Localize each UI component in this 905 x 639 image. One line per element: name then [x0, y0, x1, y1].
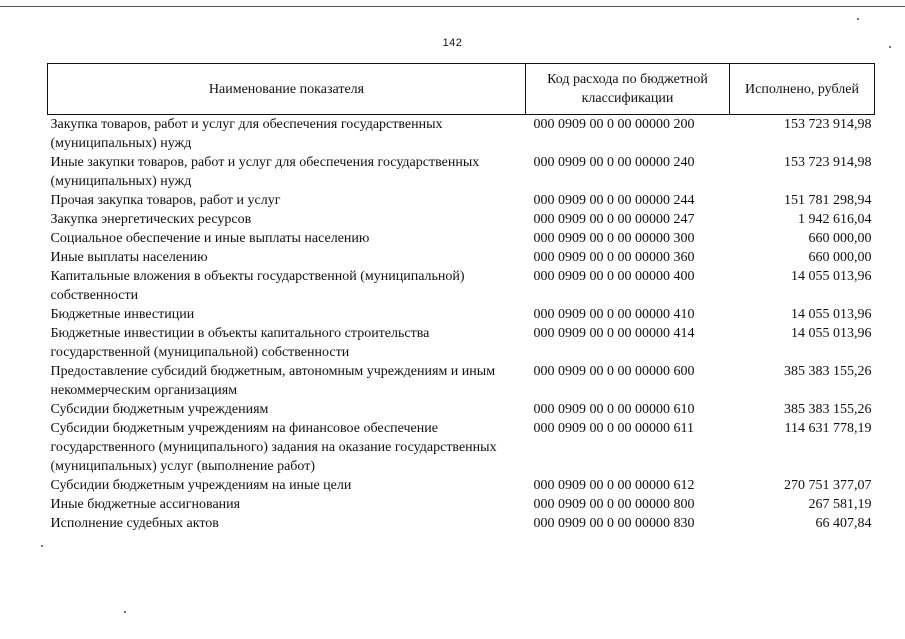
row-name: Бюджетные инвестиции	[50, 307, 195, 322]
row-name: Социальное обеспечение и иные выплаты населению	[50, 231, 370, 246]
row-amount: 270 751 377,07	[784, 478, 872, 493]
row-code: 000 0909 00 0 00 00000 244	[533, 193, 695, 208]
header-indicator-name: Наименование показателя	[48, 64, 526, 115]
table-row	[48, 191, 875, 210]
row-code: 000 0909 00 0 00 00000 400	[533, 269, 695, 284]
page-number: 142	[442, 37, 463, 49]
row-name: Капитальные вложения в объекты государственной (муниципальной) собственности	[50, 269, 465, 303]
row-code: 000 0909 00 0 00 00000 410	[533, 307, 695, 322]
row-amount: 385 383 155,26	[784, 364, 872, 379]
table-row	[48, 495, 875, 514]
table-header-row	[48, 64, 875, 115]
row-code: 000 0909 00 0 00 00000 612	[533, 478, 695, 493]
scan-speck	[124, 611, 126, 613]
table-row	[48, 115, 875, 154]
row-code: 000 0909 00 0 00 00000 414	[533, 326, 695, 341]
row-name: Субсидии бюджетным учреждениям	[50, 402, 269, 417]
scan-speck	[41, 545, 43, 547]
row-amount: 14 055 013,96	[791, 307, 872, 322]
table-row	[48, 210, 875, 229]
row-amount: 14 055 013,96	[791, 269, 872, 284]
table-row	[48, 400, 875, 419]
expenditure-table	[47, 63, 875, 533]
row-amount: 267 581,19	[808, 497, 872, 512]
table-row	[48, 153, 875, 191]
row-name: Иные выплаты населению	[50, 250, 208, 265]
row-amount: 385 383 155,26	[784, 402, 872, 417]
row-code: 000 0909 00 0 00 00000 300	[533, 231, 695, 246]
row-amount: 66 407,84	[815, 516, 872, 531]
row-name: Субсидии бюджетным учреждениям на финансовое обеспечение государственного (муниципального) задания на оказание государственных (муниципальных) услуг (выполнение работ)	[50, 421, 497, 474]
table-row	[48, 267, 875, 305]
table-row	[48, 248, 875, 267]
row-name: Закупка товаров, работ и услуг для обеспечения государственных (муниципальных) нужд	[50, 117, 443, 151]
table-row	[48, 514, 875, 533]
scan-speck	[889, 46, 891, 48]
row-amount: 14 055 013,96	[791, 326, 872, 341]
row-amount: 153 723 914,98	[784, 155, 872, 170]
header-budget-code: Код расхода по бюджетной классификации	[526, 64, 730, 115]
table-row	[48, 305, 875, 324]
row-code: 000 0909 00 0 00 00000 610	[533, 402, 695, 417]
row-name: Исполнение судебных актов	[50, 516, 219, 531]
scan-speck	[857, 18, 859, 20]
row-name: Иные закупки товаров, работ и услуг для обеспечения государственных (муниципальных) нужд	[50, 155, 480, 189]
row-amount: 660 000,00	[808, 231, 872, 246]
table-row	[48, 229, 875, 248]
row-name: Прочая закупка товаров, работ и услуг	[50, 193, 281, 208]
row-code: 000 0909 00 0 00 00000 247	[533, 212, 695, 227]
table-row	[48, 362, 875, 400]
row-code: 000 0909 00 0 00 00000 800	[533, 497, 695, 512]
table-row	[48, 476, 875, 495]
row-amount: 153 723 914,98	[784, 117, 872, 132]
row-name: Бюджетные инвестиции в объекты капитального строительства государственной (муниципальной) собственности	[50, 326, 430, 360]
row-name: Закупка энергетических ресурсов	[50, 212, 252, 227]
row-code: 000 0909 00 0 00 00000 600	[533, 364, 695, 379]
row-code: 000 0909 00 0 00 00000 830	[533, 516, 695, 531]
table-row	[48, 324, 875, 362]
top-border-line	[0, 6, 905, 7]
row-amount: 660 000,00	[808, 250, 872, 265]
table-row	[48, 419, 875, 476]
row-code: 000 0909 00 0 00 00000 360	[533, 250, 695, 265]
row-name: Предоставление субсидий бюджетным, автономным учреждениям и иным некоммерческим организациям	[50, 364, 496, 398]
row-code: 000 0909 00 0 00 00000 611	[533, 421, 694, 436]
row-code: 000 0909 00 0 00 00000 240	[533, 155, 695, 170]
row-code: 000 0909 00 0 00 00000 200	[533, 117, 695, 132]
row-amount: 114 631 778,19	[784, 421, 872, 436]
header-executed-amount: Исполнено, рублей	[730, 64, 875, 115]
row-amount: 1 942 616,04	[798, 212, 872, 227]
row-amount: 151 781 298,94	[784, 193, 872, 208]
row-name: Субсидии бюджетным учреждениям на иные цели	[50, 478, 352, 493]
row-name: Иные бюджетные ассигнования	[50, 497, 241, 512]
